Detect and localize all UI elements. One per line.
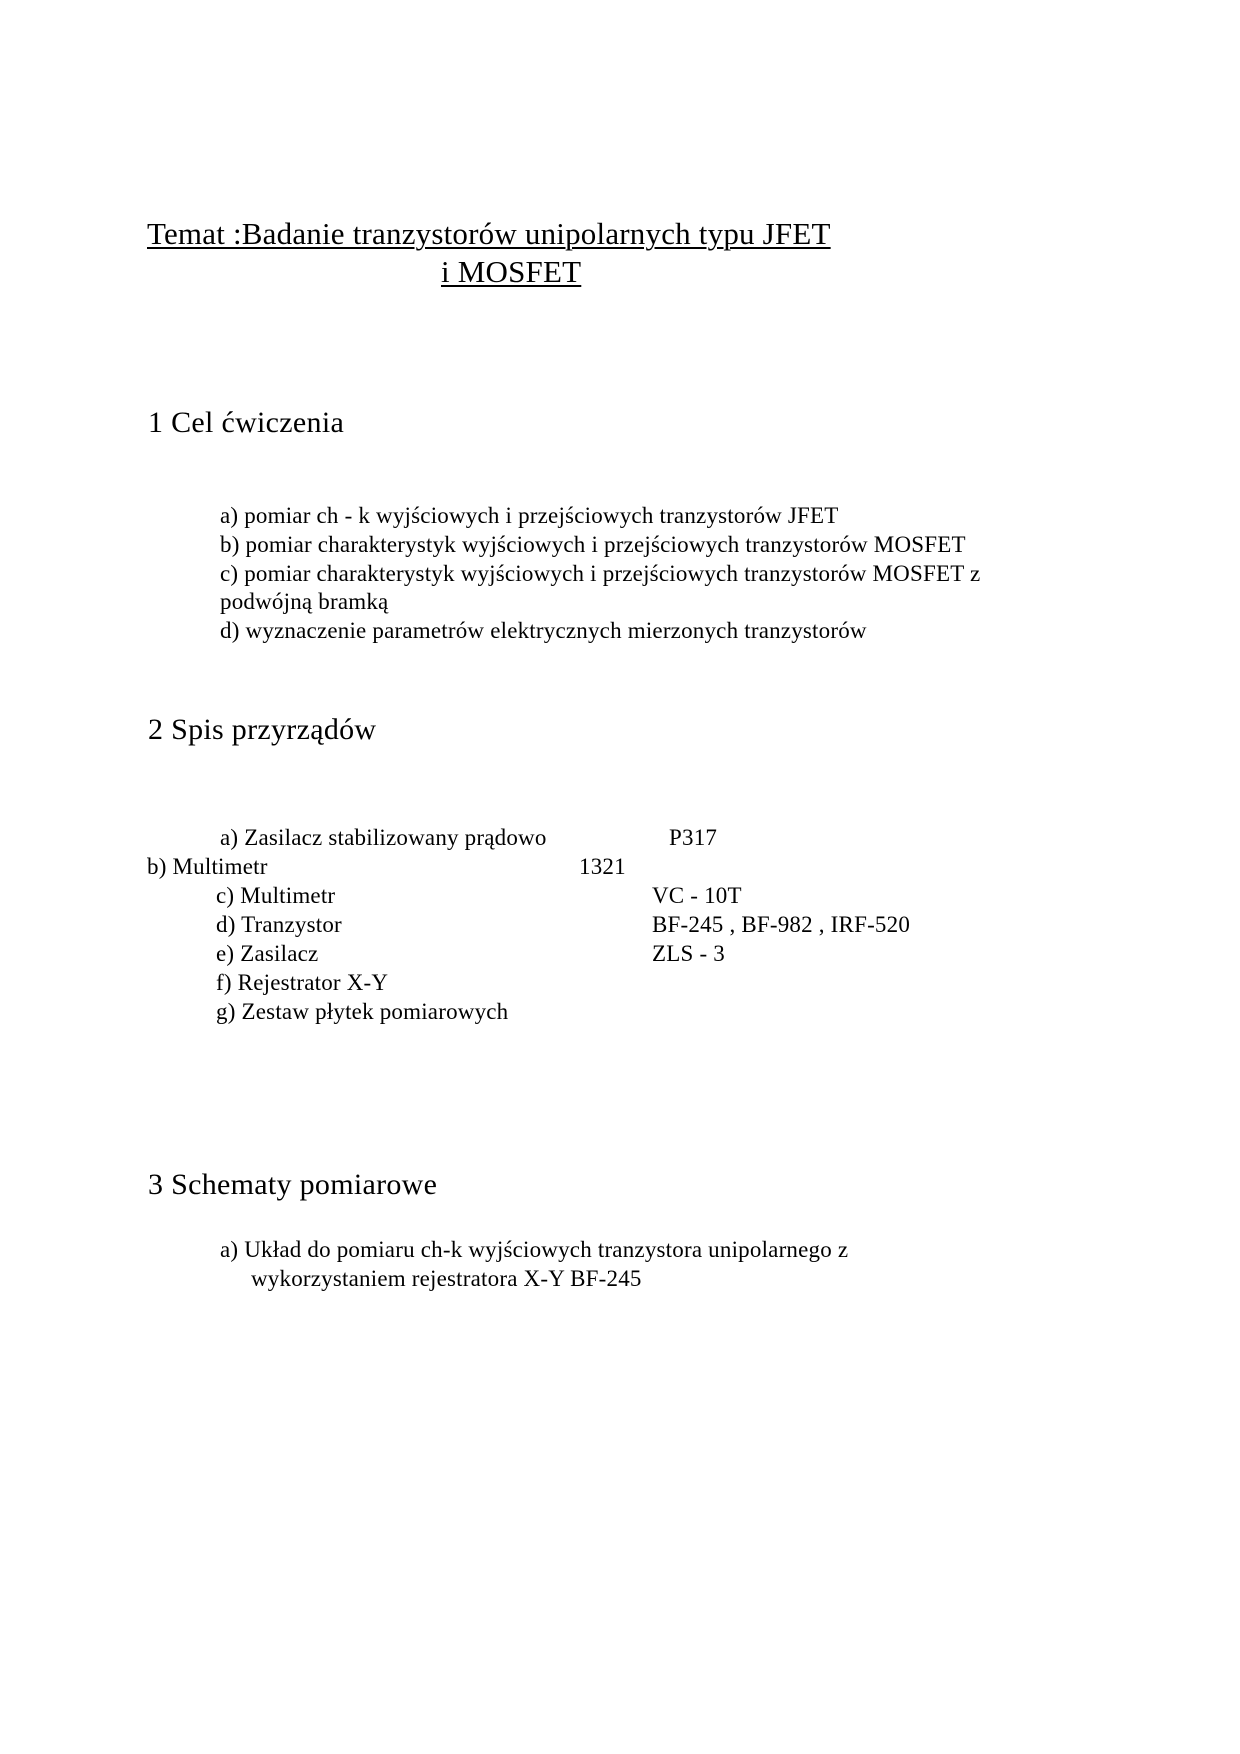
section-3-item-a: a) Układ do pomiaru ch-k wyjściowych tranzystora unipolarnego z <box>220 1237 849 1262</box>
section-1-item-c: c) pomiar charakterystyk wyjściowych i przejściowych tranzystorów MOSFET z <box>220 561 981 586</box>
instrument-b-label: b) Multimetr <box>147 854 268 879</box>
instrument-f-label: f) Rejestrator X-Y <box>216 970 389 995</box>
document-title-line-2: i MOSFET <box>441 254 582 289</box>
section-1-heading: 1 Cel ćwiczenia <box>148 406 345 439</box>
instrument-a-value: P317 <box>669 825 718 850</box>
section-1-item-b: b) pomiar charakterystyk wyjściowych i przejściowych tranzystorów MOSFET <box>220 532 966 557</box>
instrument-d-value: BF-245 , BF-982 , IRF-520 <box>652 912 911 937</box>
section-1-item-a: a) pomiar ch - k wyjściowych i przejściowych tranzystorów JFET <box>220 503 839 528</box>
section-3-heading: 3 Schematy pomiarowe <box>148 1168 438 1201</box>
instrument-g-label: g) Zestaw płytek pomiarowych <box>216 999 509 1024</box>
instrument-c-value: VC - 10T <box>652 883 742 908</box>
instrument-a-label: a) Zasilacz stabilizowany prądowo <box>220 825 547 850</box>
section-1-item-d: d) wyznaczenie parametrów elektrycznych mierzonych tranzystorów <box>220 618 867 643</box>
section-3-item-a-continued: wykorzystaniem rejestratora X-Y BF-245 <box>251 1266 642 1291</box>
section-1-item-c-continued: podwójną bramką <box>220 589 389 614</box>
instrument-d-label: d) Tranzystor <box>216 912 342 937</box>
document-title-line-1: Temat :Badanie tranzystorów unipolarnych typu JFET <box>147 216 831 251</box>
instrument-e-value: ZLS - 3 <box>652 941 725 966</box>
section-2-heading: 2 Spis przyrządów <box>148 713 377 746</box>
instrument-e-label: e) Zasilacz <box>216 941 319 966</box>
instrument-b-value: 1321 <box>579 854 626 879</box>
instrument-c-label: c) Multimetr <box>216 883 336 908</box>
